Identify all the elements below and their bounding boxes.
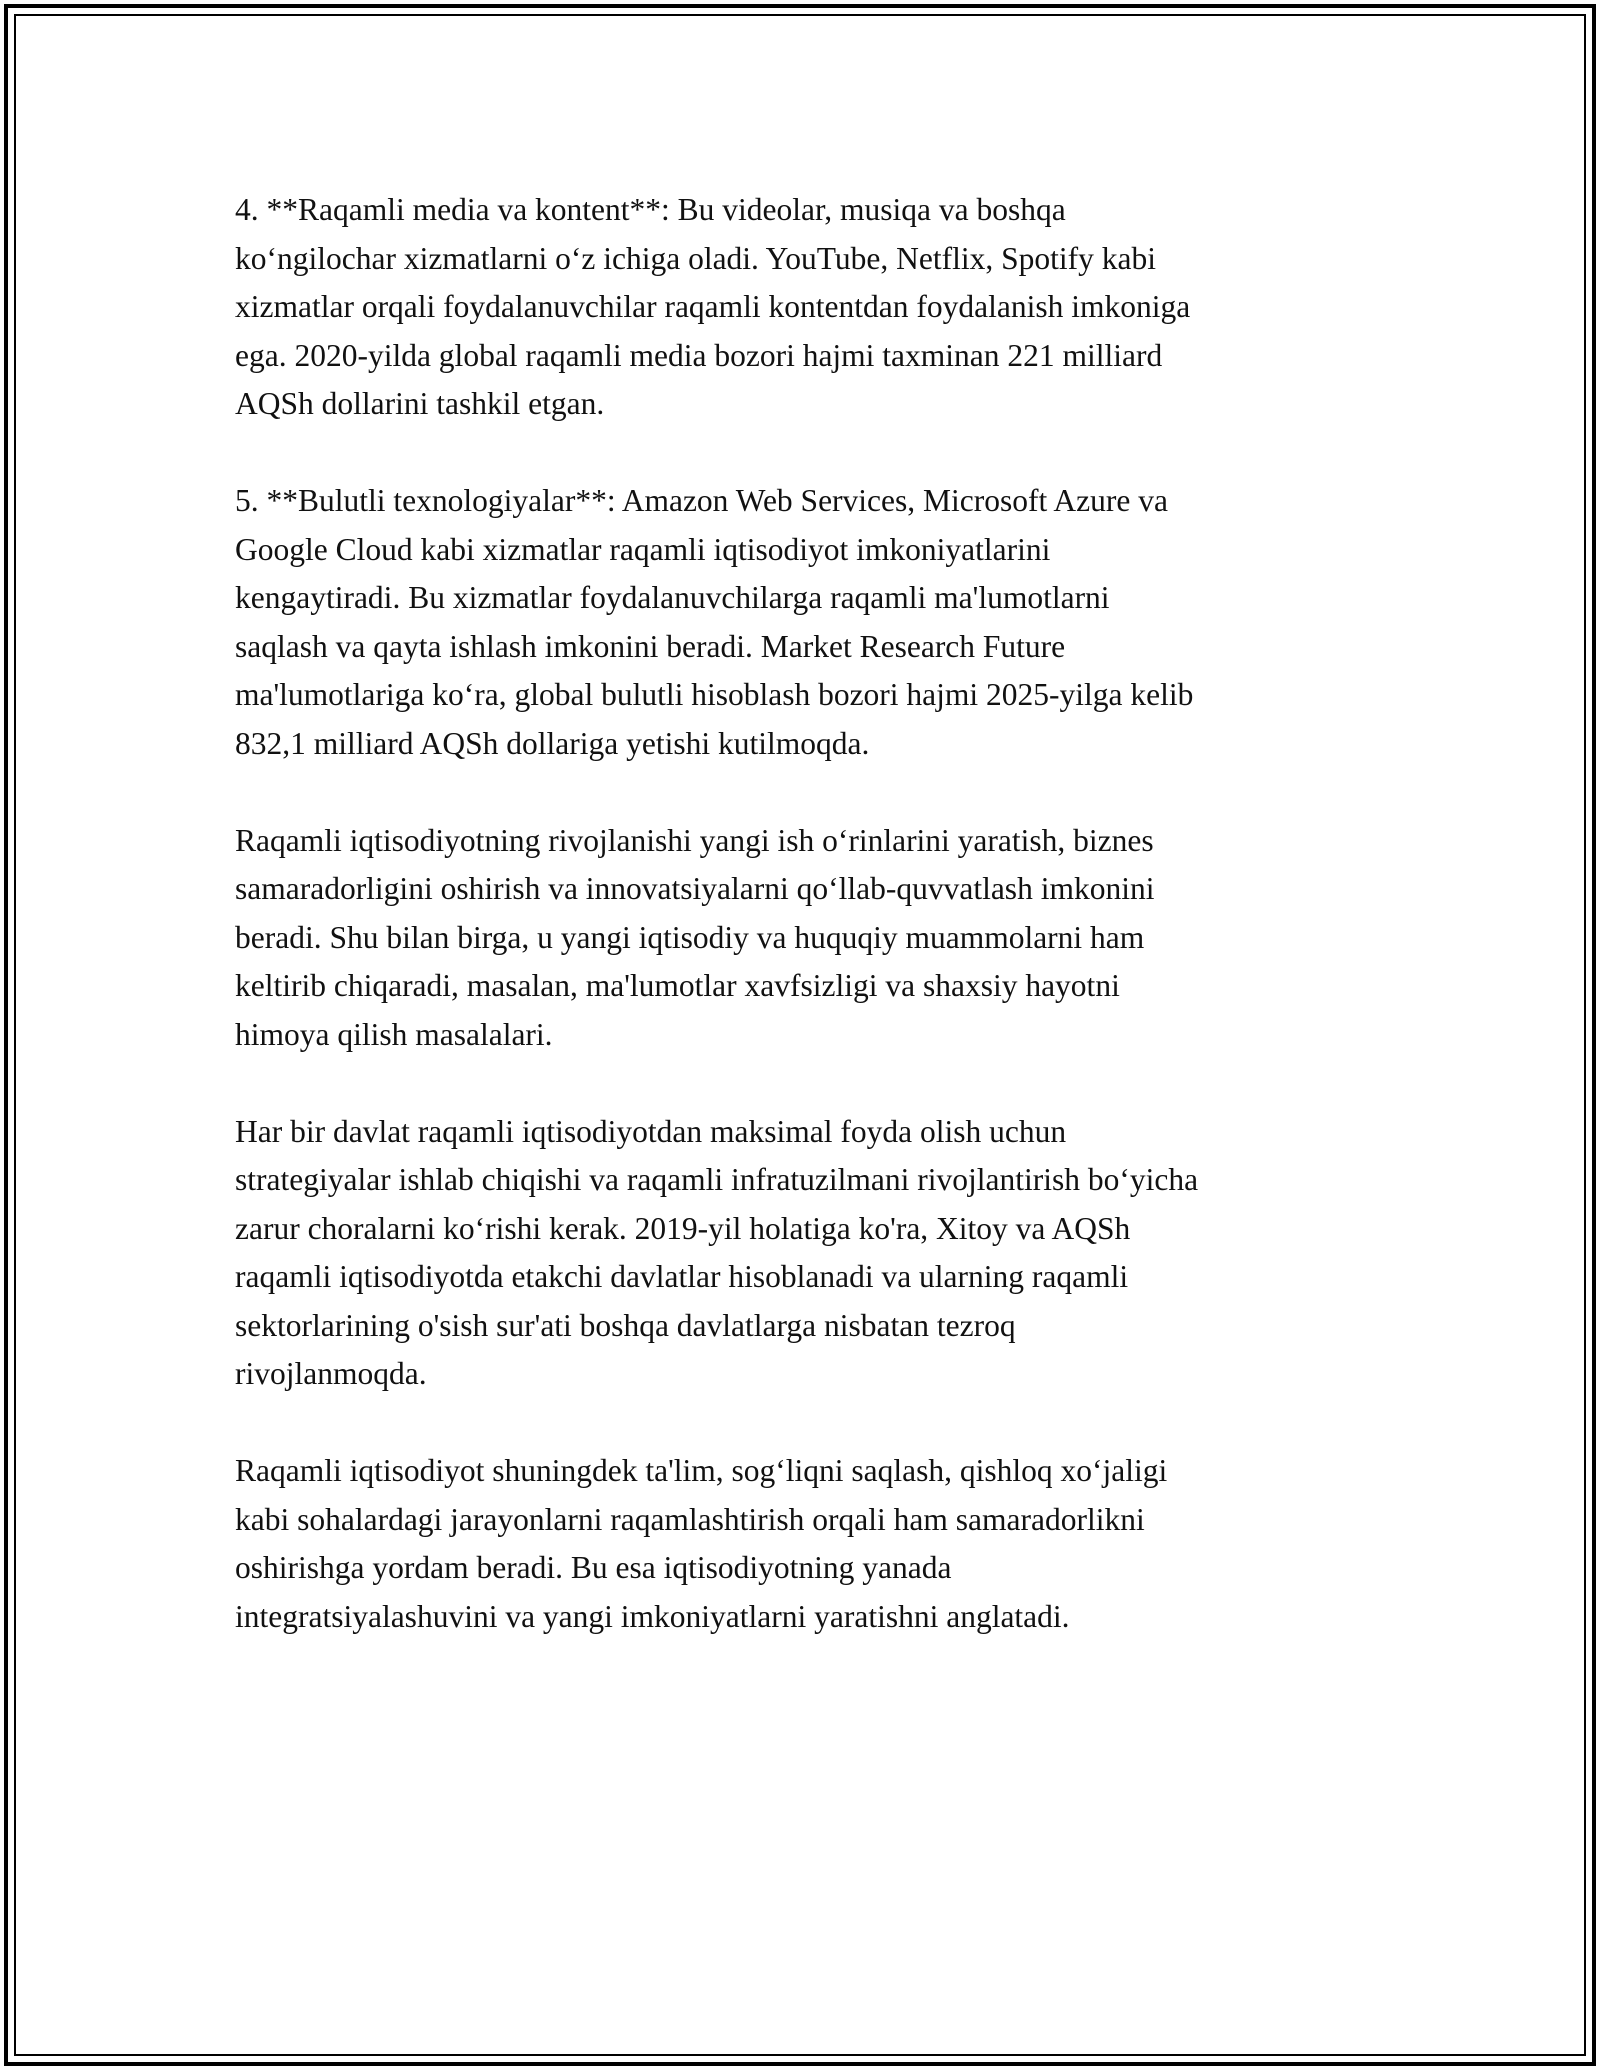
text-line: ko‘ngilochar xizmatlarni o‘z ichiga oladi. YouTube, Netflix, Spotify kabi (235, 240, 1156, 276)
paragraph-digital-media (235, 186, 1375, 429)
text-line: Har bir davlat raqamli iqtisodiyotdan maksimal foyda olish uchun (235, 1113, 1067, 1149)
text-line: AQSh dollarini tashkil etgan. (235, 386, 605, 421)
text-line: himoya qilish masalalari. (235, 1016, 553, 1052)
text-line: ega. 2020-yilda global raqamli media bozori hajmi taxminan 221 milliard (235, 337, 1163, 373)
text-line: sektorlarining o'sish sur'ati boshqa davlatlarga nisbatan tezroq (235, 1307, 1016, 1343)
text-line: strategiyalar ishlab chiqishi va raqamli infratuzilmani rivojlantirish bo‘yicha (235, 1162, 1199, 1197)
paragraph-sectors (235, 1447, 1375, 1641)
paragraph-strategies (235, 1108, 1375, 1399)
text-line: saqlash va qayta ishlash imkonini beradi. Market Research Future (235, 628, 1066, 664)
text-line: Raqamli iqtisodiyot shuningdek ta'lim, sog‘liqni saqlash, qishloq xo‘jaligi (235, 1453, 1168, 1488)
text-line: samaradorligini oshirish va innovatsiyalarni qo‘llab-quvvatlash imkonini (235, 871, 1155, 906)
text-line: keltirib chiqaradi, masalan, ma'lumotlar xavfsizligi va shaxsiy hayotni (235, 968, 1120, 1003)
text-line: Google Cloud kabi xizmatlar raqamli iqtisodiyot imkoniyatlarini (235, 531, 1051, 567)
text-line: 832,1 milliard AQSh dollariga yetishi kutilmoqda. (235, 725, 870, 761)
text-line: kengaytiradi. Bu xizmatlar foydalanuvchilarga raqamli ma'lumotlarni (235, 580, 1110, 615)
text-line: Raqamli iqtisodiyotning rivojlanishi yangi ish o‘rinlarini yaratish, biznes (235, 822, 1154, 858)
text-line: 4. **Raqamli media va kontent**: Bu videolar, musiqa va boshqa (235, 192, 1066, 227)
paragraph-cloud-technologies (235, 477, 1375, 768)
text-line: oshirishga yordam beradi. Bu esa iqtisodiyotning yanada (235, 1550, 952, 1585)
paragraph-development (235, 817, 1375, 1060)
text-line: rivojlanmoqda. (235, 1356, 427, 1391)
text-line: kabi sohalardagi jarayonlarni raqamlashtirish orqali ham samaradorlikni (235, 1501, 1145, 1537)
text-line: 5. **Bulutli texnologiyalar**: Amazon Web Services, Microsoft Azure va (235, 483, 1168, 518)
text-line: raqamli iqtisodiyotda etakchi davlatlar hisoblanadi va ularning raqamli (235, 1259, 1129, 1294)
document-body (235, 186, 1375, 1690)
text-line: ma'lumotlariga ko‘ra, global bulutli hisoblash bozori hajmi 2025-yilga kelib (235, 677, 1194, 712)
text-line: beradi. Shu bilan birga, u yangi iqtisodiy va huquqiy muammolarni ham (235, 919, 1145, 955)
text-line: integratsiyalashuvini va yangi imkoniyatlarni yaratishni anglatadi. (235, 1598, 1070, 1634)
text-line: xizmatlar orqali foydalanuvchilar raqamli kontentdan foydalanish imkoniga (235, 289, 1191, 324)
text-line: zarur choralarni ko‘rishi kerak. 2019-yil holatiga ko'ra, Xitoy va AQSh (235, 1210, 1131, 1246)
